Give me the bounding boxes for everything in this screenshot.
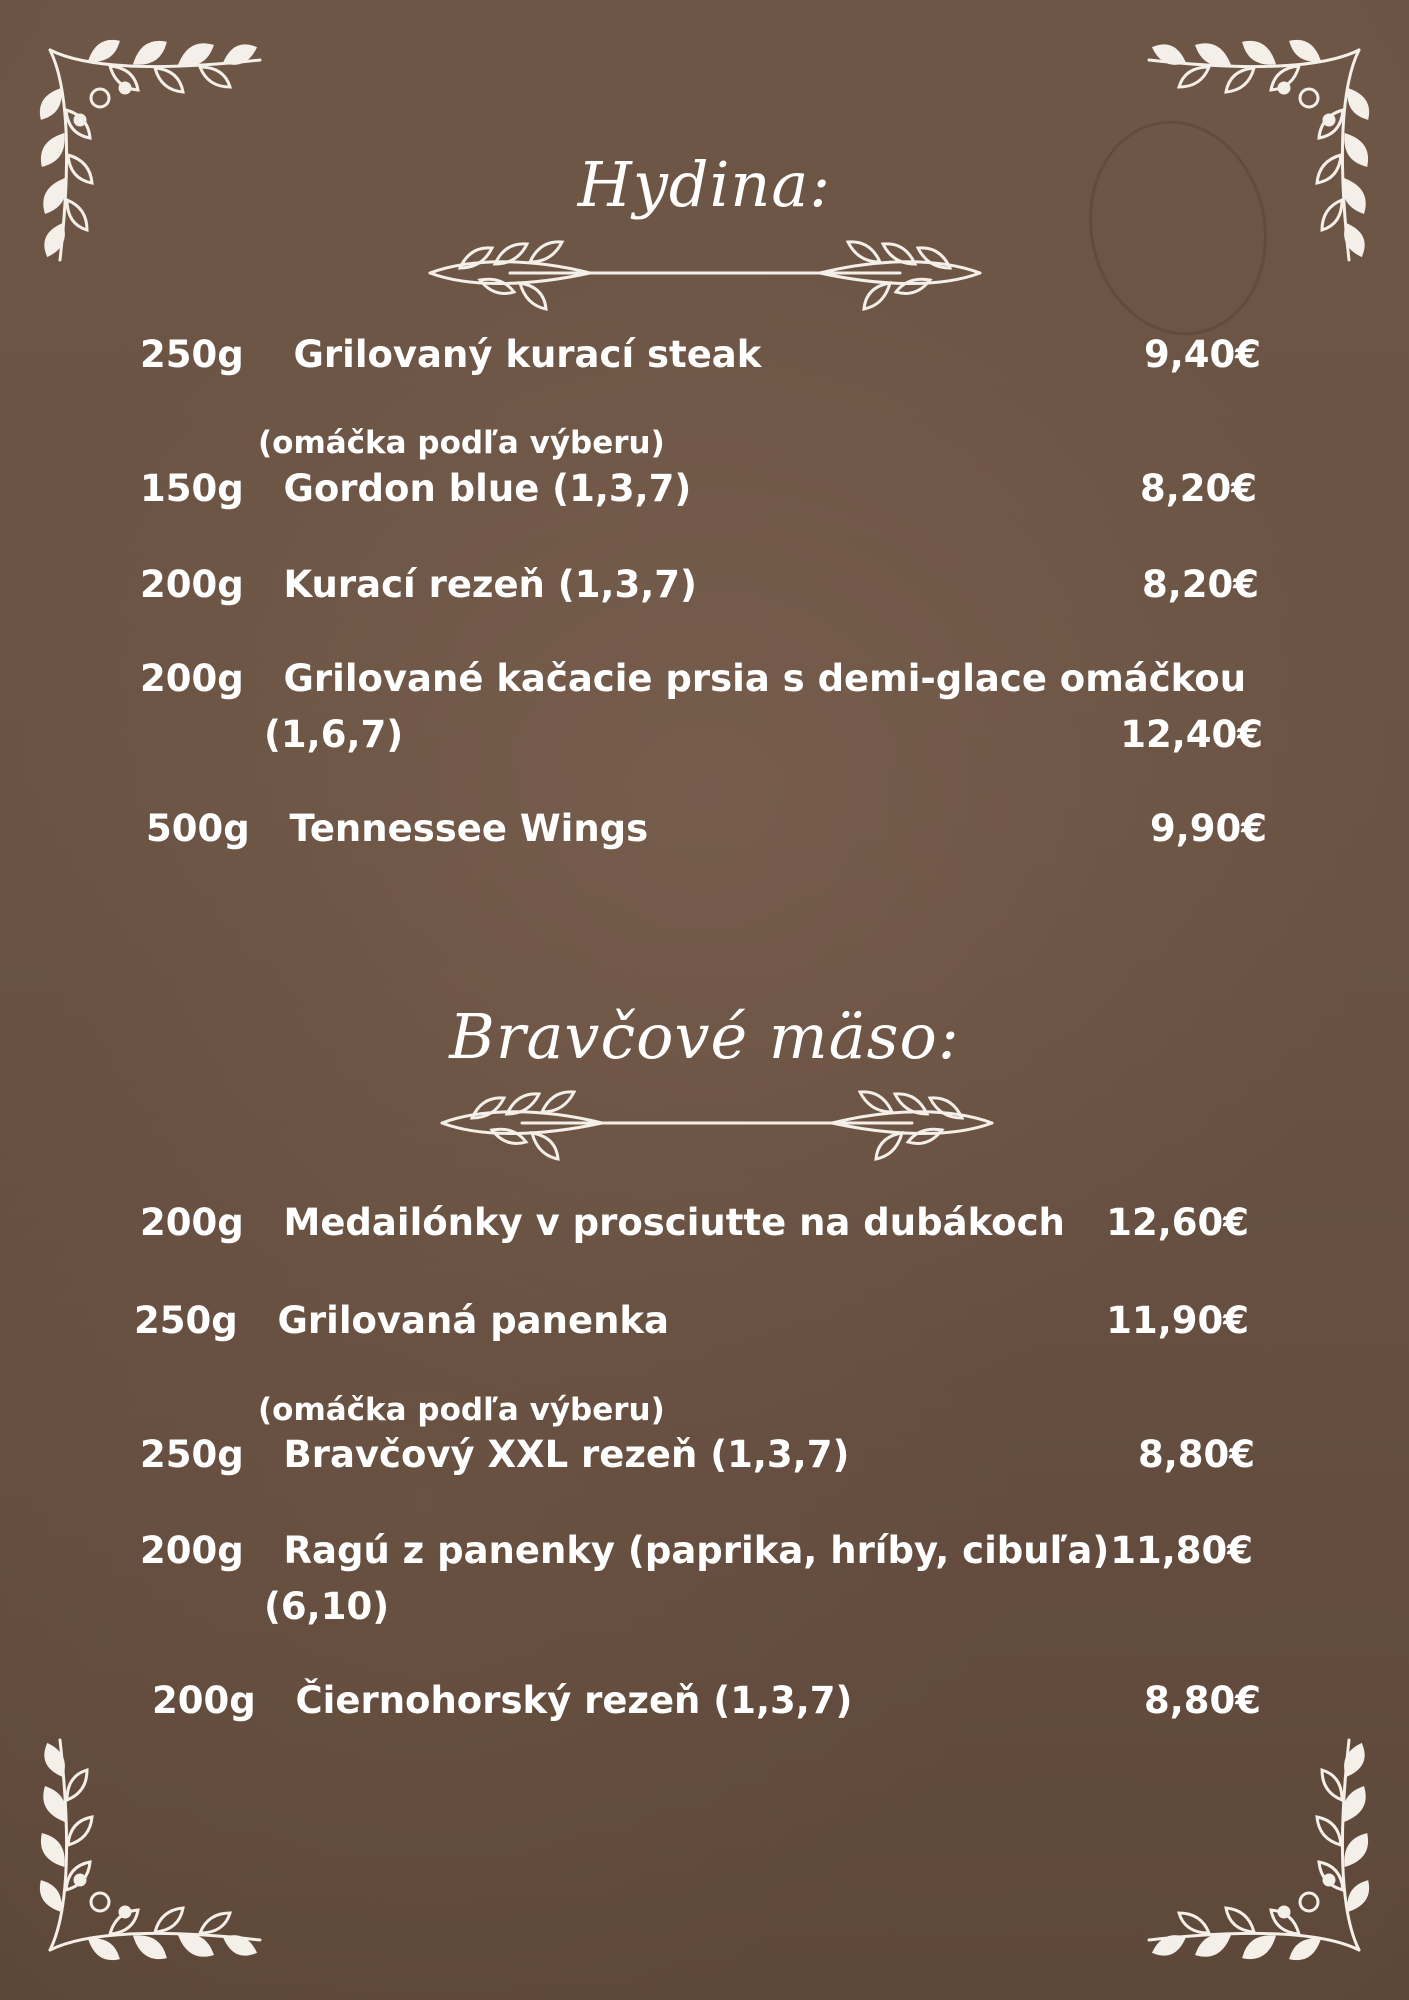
menu-item-row xyxy=(140,1529,1110,1572)
section-title-bravcove: Bravčové mäso: xyxy=(449,1000,960,1073)
item-price: 12,40€ xyxy=(1120,713,1263,756)
item-price: 8,80€ xyxy=(1137,1433,1255,1476)
item-weight: 200g xyxy=(140,1201,244,1244)
menu-item-row xyxy=(140,333,762,376)
item-price: 12,60€ xyxy=(1106,1201,1249,1244)
item-name: Bravčový XXL rezeň (1,3,7) xyxy=(283,1433,850,1476)
item-price: 11,90€ xyxy=(1106,1299,1249,1342)
item-weight: 500g xyxy=(146,807,250,850)
menu-item-row xyxy=(140,563,697,606)
item-name: Kurací rezeň (1,3,7) xyxy=(283,563,697,606)
menu-item-row xyxy=(146,807,649,850)
item-name: Čiernohorský rezeň (1,3,7) xyxy=(295,1679,853,1722)
item-name-continuation: (6,10) xyxy=(264,1585,390,1628)
item-note: (omáčka podľa výberu) xyxy=(258,1392,665,1428)
menu-item-row xyxy=(140,467,692,510)
menu-item-row xyxy=(140,1433,850,1476)
menu-item-row xyxy=(152,1679,853,1722)
item-name: Gordon blue (1,3,7) xyxy=(283,467,692,510)
item-price: 9,90€ xyxy=(1149,807,1267,850)
item-name: Grilovaný kurací steak xyxy=(293,333,762,376)
item-name: Grilované kačacie prsia s demi-glace omáčkou xyxy=(283,657,1247,700)
item-price: 8,80€ xyxy=(1143,1679,1261,1722)
item-name-continuation: (1,6,7) xyxy=(264,713,404,756)
item-price: 11,80€ xyxy=(1110,1529,1253,1572)
menu-item-row xyxy=(134,1299,669,1342)
section-title-hydina: Hydina: xyxy=(577,148,832,221)
item-name: Tennessee Wings xyxy=(289,807,649,850)
floral-vine-icon xyxy=(1129,1720,1379,1970)
item-weight: 200g xyxy=(152,1679,256,1722)
item-weight: 200g xyxy=(140,563,244,606)
item-note: (omáčka podľa výberu) xyxy=(258,425,665,461)
menu-item-row xyxy=(140,657,1247,700)
floral-vine-icon xyxy=(30,1720,280,1970)
item-price: 9,40€ xyxy=(1143,333,1261,376)
menu-item-row xyxy=(140,1201,1065,1244)
item-weight: 250g xyxy=(140,1433,244,1476)
item-price: 8,20€ xyxy=(1141,563,1259,606)
item-name: Grilovaná panenka xyxy=(277,1299,669,1342)
item-price: 8,20€ xyxy=(1139,467,1257,510)
item-weight: 150g xyxy=(140,467,244,510)
item-weight: 200g xyxy=(140,657,244,700)
item-name: Ragú z panenky (paprika, hríby, cibuľa) xyxy=(283,1529,1110,1572)
item-weight: 200g xyxy=(140,1529,244,1572)
item-weight: 250g xyxy=(134,1299,238,1342)
laurel-branch-divider-icon xyxy=(432,1078,1002,1168)
laurel-branch-divider-icon xyxy=(420,228,990,318)
item-name: Medailónky v prosciutte na dubákoch xyxy=(283,1201,1065,1244)
item-weight: 250g xyxy=(140,333,244,376)
